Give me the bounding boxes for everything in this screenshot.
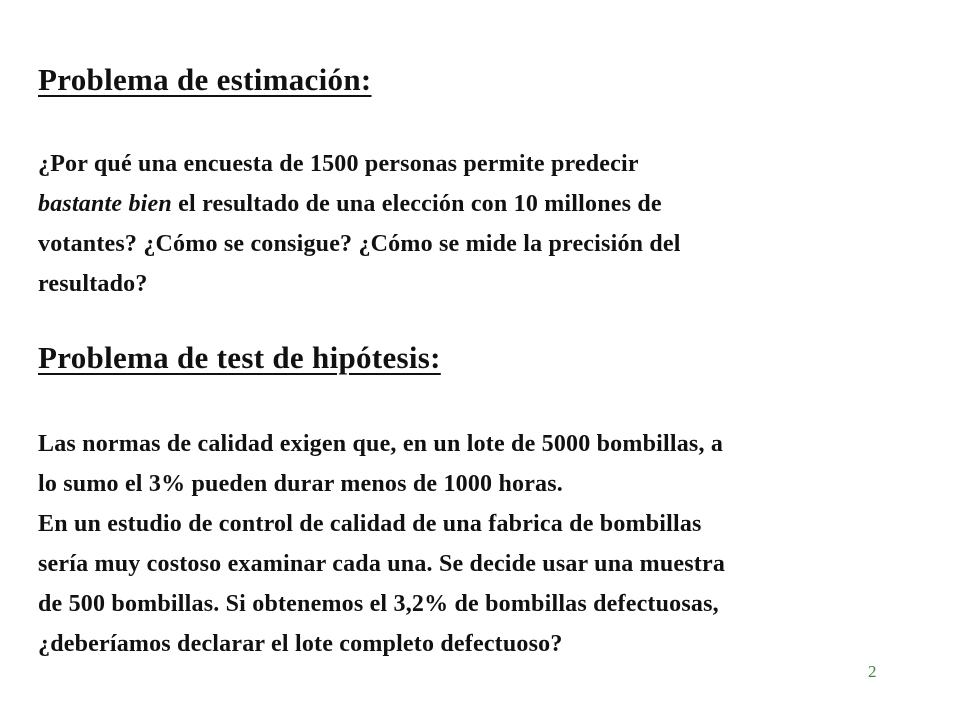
page-number: 2 <box>868 662 877 681</box>
text-line: ¿Por qué una encuesta de 1500 personas permite predecir <box>38 151 639 177</box>
text-line: lo sumo el 3% pueden durar menos de 1000 horas. <box>38 471 564 497</box>
text-line: ¿deberíamos declarar el lote completo defectuoso? <box>38 631 563 657</box>
text-line <box>38 184 938 224</box>
hypothesis-test-heading: Problema de test de hipótesis: <box>38 340 441 375</box>
text-line: Las normas de calidad exigen que, en un lote de 5000 bombillas, a <box>38 431 724 457</box>
text-segment: el resultado de una elección con 10 millones de <box>171 191 662 217</box>
text-line: de 500 bombillas. Si obtenemos el 3,2% de bombillas defectuosas, <box>38 591 719 617</box>
text-line: resultado? <box>38 271 148 297</box>
text-line: votantes? ¿Cómo se consigue? ¿Cómo se mide la precisión del <box>38 231 681 257</box>
emphasis-text: bastante bien <box>38 191 172 217</box>
estimation-problem-heading: Problema de estimación: <box>38 62 372 97</box>
text-line: En un estudio de control de calidad de una fabrica de bombillas <box>38 511 702 537</box>
text-line: sería muy costoso examinar cada una. Se decide usar una muestra <box>38 551 726 577</box>
estimation-problem-text <box>38 144 938 304</box>
hypothesis-test-text <box>38 424 938 664</box>
